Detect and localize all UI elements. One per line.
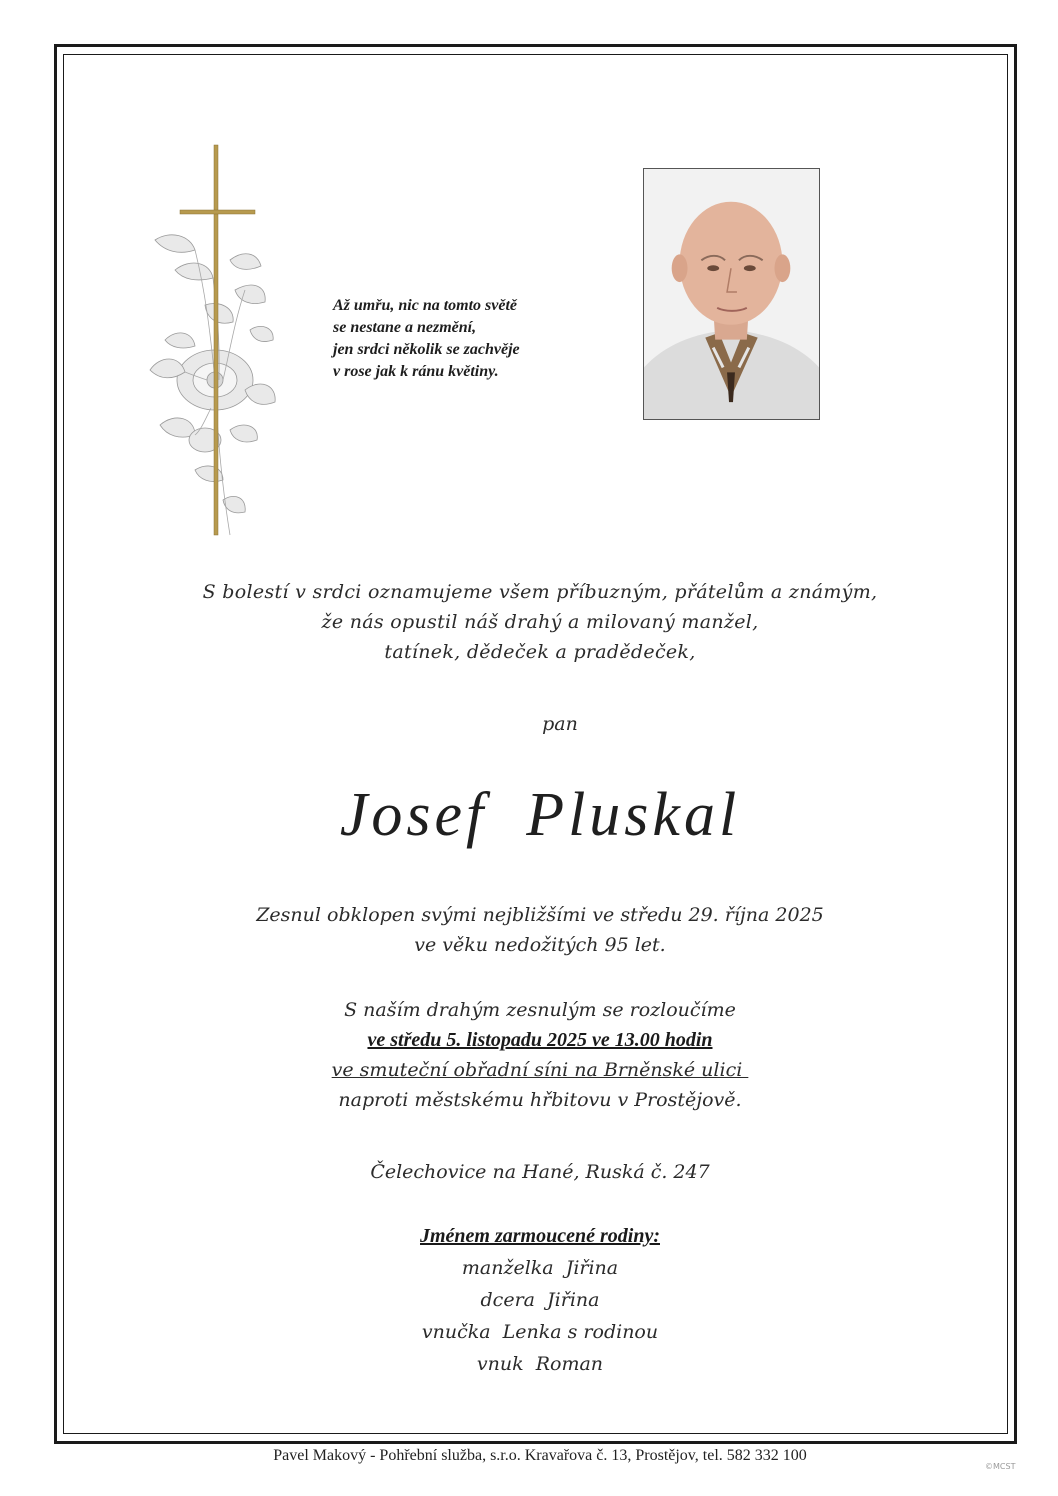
portrait-photo — [643, 168, 820, 420]
announcement — [100, 577, 980, 667]
death-info-line: Zesnul obklopen svými nejbližšími ve středu 29. října 2025 — [256, 904, 824, 926]
address: Čelechovice na Hané, Ruská č. 247 — [370, 1161, 710, 1183]
family-heading: Jménem zarmoucené rodiny: — [420, 1225, 660, 1247]
announcement-line: tatínek, dědeček a pradědeček, — [384, 641, 696, 663]
deceased-name: Josef Pluskal — [339, 781, 741, 849]
poem-line: v rose jak k ránu květiny. — [333, 363, 499, 380]
announcement-line: že nás opustil náš drahý a milovaný manžel, — [321, 611, 759, 633]
family-member: vnuk Roman — [476, 1353, 604, 1375]
farewell-place-detail: naproti městskému hřbitovu v Prostějově. — [338, 1089, 742, 1111]
death-info-line: ve věku nedožitých 95 let. — [414, 934, 666, 956]
family-member: manželka Jiřina — [461, 1257, 619, 1279]
farewell-place: ve smuteční obřadní síni na Brněnské ulici — [331, 1059, 749, 1081]
family-list — [100, 1220, 980, 1380]
death-info — [100, 900, 980, 960]
announcement-line: S bolestí v srdci oznamujeme všem příbuzným, přátelům a známým, — [202, 581, 878, 603]
farewell-info — [100, 995, 980, 1115]
family-member: vnučka Lenka s rodinou — [421, 1321, 659, 1343]
title-prefix: pan — [542, 713, 578, 735]
cross-with-flowers-icon — [135, 140, 285, 550]
funeral-service-footer: Pavel Makový - Pohřební služba, s.r.o. Kravařova č. 13, Prostějov, tel. 582 332 100 — [273, 1447, 807, 1464]
poem-line: jen srdci několik se zachvěje — [333, 341, 520, 358]
farewell-datetime: ve středu 5. listopadu 2025 ve 13.00 hodin — [367, 1029, 713, 1051]
family-member: dcera Jiřina — [480, 1289, 600, 1311]
farewell-line: S naším drahým zesnulým se rozloučíme — [344, 999, 736, 1021]
poem — [333, 295, 613, 383]
corner-mark: ©MCST — [985, 1462, 1016, 1471]
poem-line: Až umřu, nic na tomto světě — [333, 297, 518, 314]
poem-line: se nestane a nezmění, — [333, 319, 477, 336]
